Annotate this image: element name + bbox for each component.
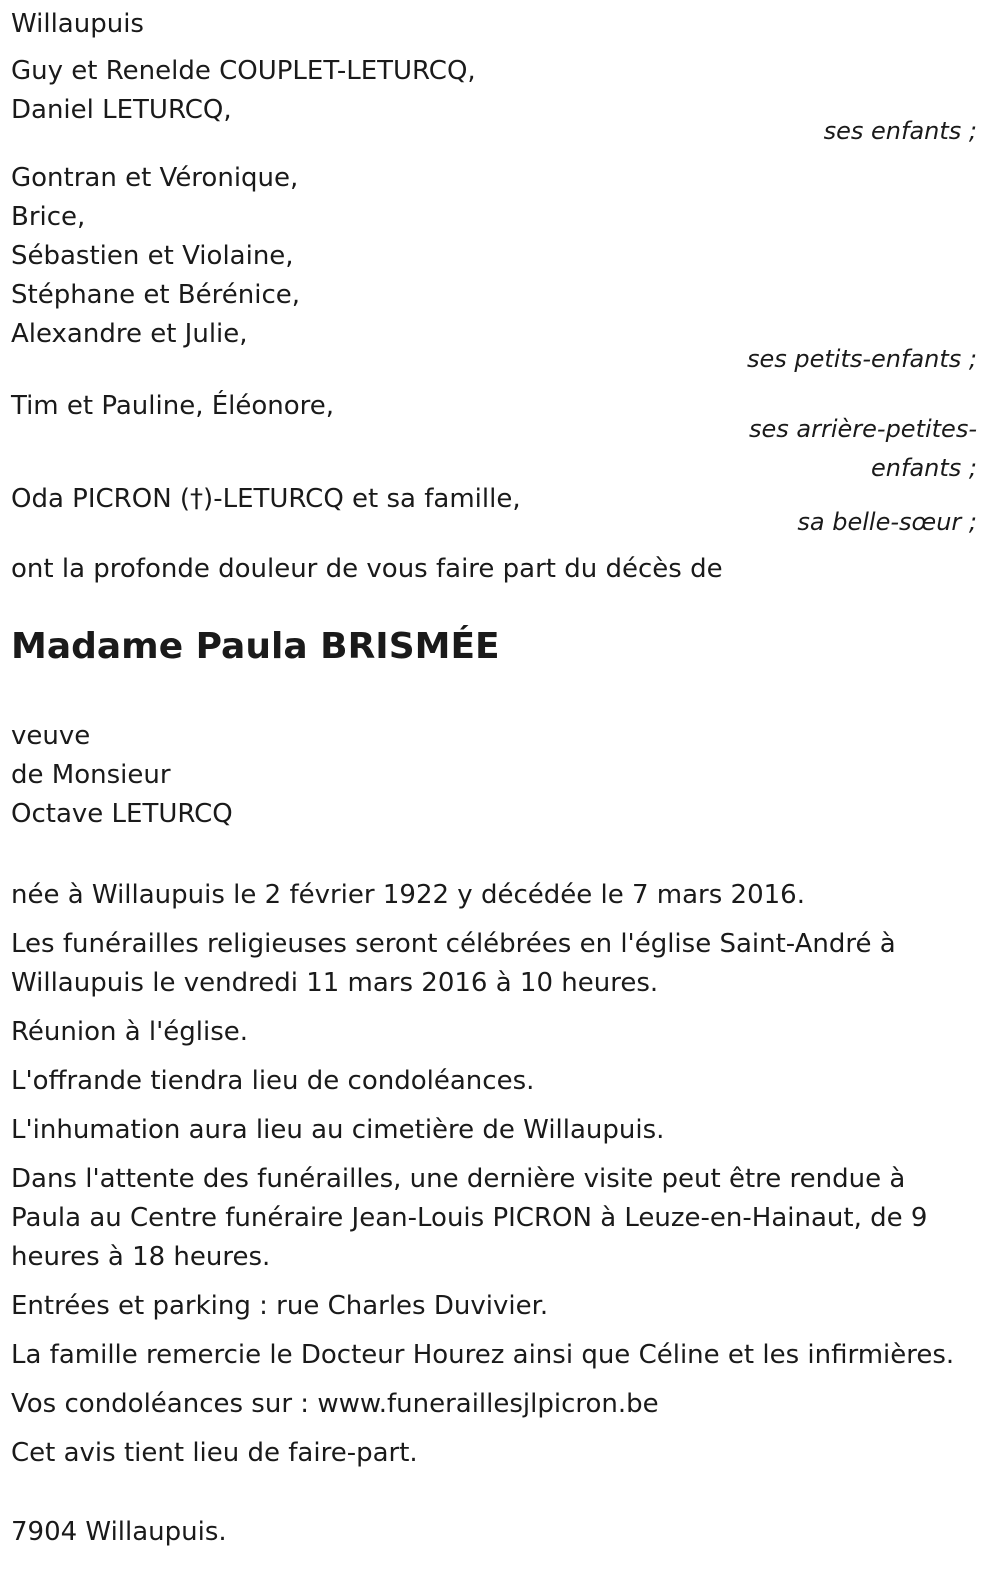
grandchild-name: Brice, xyxy=(11,202,86,232)
detail-paragraph: La famille remercie le Docteur Hourez ainsi que Céline et les infirmières. xyxy=(11,1340,955,1370)
children-role: ses enfants ; xyxy=(823,117,977,145)
detail-paragraph: Entrées et parking : rue Charles Duvivier. xyxy=(11,1291,549,1321)
great-grandchildren-role-cont: enfants ; xyxy=(871,454,977,482)
grandchild-name: Gontran et Véronique, xyxy=(11,163,299,193)
detail-paragraph: L'inhumation aura lieu au cimetière de Willaupuis. xyxy=(11,1115,665,1145)
header-place: Willaupuis xyxy=(11,9,144,39)
children-name: Guy et Renelde COUPLET-LETURCQ, xyxy=(11,56,476,86)
great-grandchild-name: Tim et Pauline, Éléonore, xyxy=(11,391,335,421)
announcement-text: ont la profonde douleur de vous faire part du décès de xyxy=(11,554,723,584)
detail-paragraph: Réunion à l'église. xyxy=(11,1017,249,1047)
grandchild-name: Sébastien et Violaine, xyxy=(11,241,294,271)
detail-paragraph: L'offrande tiendra lieu de condoléances. xyxy=(11,1066,535,1096)
great-grandchildren-role: ses arrière-petites- xyxy=(749,415,977,443)
deceased-status: Octave LETURCQ xyxy=(11,799,233,829)
detail-paragraph: Cet avis tient lieu de faire-part. xyxy=(11,1438,418,1468)
detail-paragraph: Dans l'attente des funérailles, une dernière visite peut être rendue à Paula au Centre funéraire Jean-Louis PICRON à Leuze-en-Hainaut, de 9 heures à 18 heures. xyxy=(11,1164,928,1272)
grandchild-name: Alexandre et Julie, xyxy=(11,319,248,349)
sister-in-law-role: sa belle-sœur ; xyxy=(797,508,977,536)
footer-address: 7904 Willaupuis. xyxy=(11,1517,227,1547)
detail-paragraph: Les funérailles religieuses seront célébrées en l'église Saint-André à Willaupuis le vendredi 11 mars 2016 à 10 heures. xyxy=(11,929,896,998)
detail-paragraph: Vos condoléances sur : www.funeraillesjlpicron.be xyxy=(11,1389,659,1419)
grandchild-name: Stéphane et Bérénice, xyxy=(11,280,301,310)
obituary-notice xyxy=(11,5,977,1552)
detail-paragraph: née à Willaupuis le 2 février 1922 y décédée le 7 mars 2016. xyxy=(11,880,805,910)
sister-in-law-name: Oda PICRON (†)-LETURCQ et sa famille, xyxy=(11,484,521,514)
deceased-status: de Monsieur xyxy=(11,760,171,790)
children-name: Daniel LETURCQ, xyxy=(11,95,232,125)
deceased-name: Madame Paula BRISMÉE xyxy=(11,626,500,667)
grandchildren-role: ses petits-enfants ; xyxy=(746,345,977,373)
deceased-status: veuve xyxy=(11,721,91,751)
